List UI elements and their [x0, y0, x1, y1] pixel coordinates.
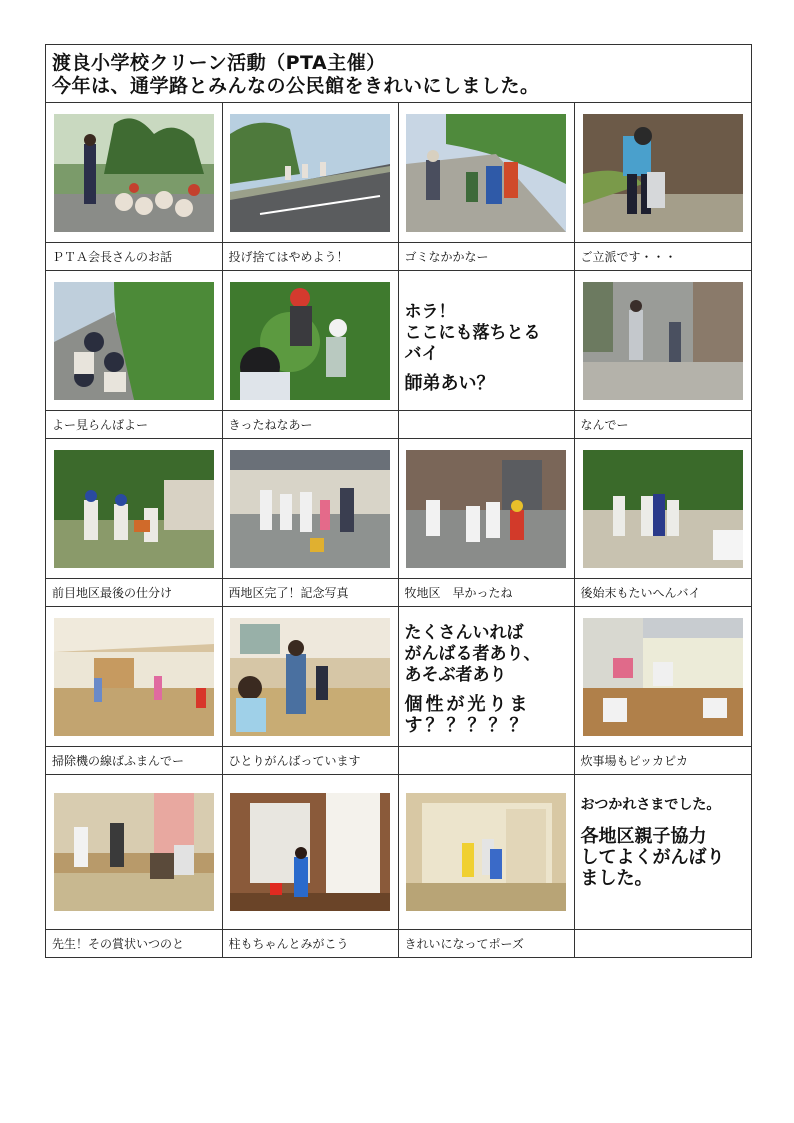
photo-cell	[222, 775, 398, 930]
photo-caption: ご立派です・・・	[574, 243, 751, 271]
photo-roadside-search	[406, 114, 566, 232]
photo-cell	[222, 103, 398, 243]
photo-cell	[574, 607, 751, 747]
photo-caption: よー見らんばよー	[46, 411, 222, 439]
photo-pta-speech	[54, 114, 214, 232]
message-text: がんばる者あり、	[404, 644, 541, 664]
photo-caption: 柱もちゃんとみがこう	[222, 930, 398, 958]
message-text: たくさんいれば	[404, 623, 524, 643]
photo-cell	[574, 271, 751, 411]
photo-cell	[398, 775, 574, 930]
photo-cell	[222, 271, 398, 411]
photo-row	[46, 439, 751, 579]
page-subtitle: 今年は、通学路とみんなの公民館をきれいにしました。	[52, 75, 540, 97]
photo-cell	[398, 103, 574, 243]
photo-kids-roadside	[54, 282, 214, 400]
photo-caption: 投げ捨てはやめよう！	[222, 243, 398, 271]
message-text: す？？？？？	[404, 715, 531, 736]
message-text: 各地区親子協力	[580, 826, 707, 847]
photo-caption: なんでー	[574, 411, 751, 439]
message-text: 師弟あい？	[404, 372, 495, 394]
photo-cleanup-after	[583, 450, 743, 568]
photo-row	[46, 607, 751, 747]
photo-bush-closeup	[230, 282, 390, 400]
photo-cell	[222, 607, 398, 747]
photo-road-cleanup	[230, 114, 390, 232]
photo-cell	[222, 439, 398, 579]
message-text: 個性が光りま	[404, 694, 531, 715]
photo-row	[46, 271, 751, 411]
photo-caption: 掃除機の線ばふまんでー	[46, 747, 222, 775]
photo-sorting	[54, 450, 214, 568]
message-text: おつかれさまでした。	[580, 797, 721, 813]
flyer-sheet	[45, 44, 752, 958]
photo-west-group	[230, 450, 390, 568]
message-cell	[398, 271, 574, 411]
photo-row	[46, 103, 751, 243]
photo-caption: 後始末もたいへんバイ	[574, 579, 751, 607]
caption-row	[46, 747, 751, 775]
photo-row	[46, 775, 751, 930]
photo-caption: 前目地区最後の仕分け	[46, 579, 222, 607]
photo-caption: 西地区完了！記念写真	[222, 579, 398, 607]
photo-hall-kids	[230, 618, 390, 736]
photo-pose	[406, 793, 566, 911]
message-text: ました。	[580, 868, 653, 889]
message-text: バイ	[404, 343, 439, 364]
message-text: ここにも落ちとる	[404, 322, 541, 343]
photo-cell	[46, 607, 222, 747]
photo-teacher-certificate	[54, 793, 214, 911]
caption-row	[46, 579, 751, 607]
photo-cell	[574, 439, 751, 579]
photo-caption	[398, 747, 574, 775]
header	[46, 45, 751, 103]
message-text: ホラ！	[404, 301, 456, 322]
photo-caption: 先生！その賞状いつのと	[46, 930, 222, 958]
message-text: あそぶ者あり	[404, 665, 507, 685]
message-box-1	[399, 288, 574, 394]
photo-cell	[46, 439, 222, 579]
photo-cell	[46, 775, 222, 930]
photo-caption: 炊事場もピッカピカ	[574, 747, 751, 775]
message-text: してよくがんばり	[580, 847, 725, 868]
photo-caption: ひとりがんばっています	[222, 747, 398, 775]
photo-caption	[574, 930, 751, 958]
photo-hall-vacuum	[54, 618, 214, 736]
photo-cell	[574, 103, 751, 243]
photo-caption: ＰＴＡ会長さんのお話	[46, 243, 222, 271]
photo-caption: 牧地区 早かったね	[398, 579, 574, 607]
caption-row	[46, 243, 751, 271]
photo-grid	[46, 103, 751, 957]
photo-maki-group	[406, 450, 566, 568]
caption-row	[46, 930, 751, 958]
caption-row	[46, 411, 751, 439]
message-cell	[398, 607, 574, 747]
photo-alley	[583, 282, 743, 400]
photo-caption: きったねなあー	[222, 411, 398, 439]
photo-cell	[46, 271, 222, 411]
photo-caption: きれいになってポーズ	[398, 930, 574, 958]
photo-pillar	[230, 793, 390, 911]
photo-cell	[46, 103, 222, 243]
message-box-2	[399, 617, 574, 736]
page-title: 渡良小学校クリーン活動（PTA主催）	[52, 52, 386, 74]
message-cell	[574, 775, 751, 930]
photo-cell	[398, 439, 574, 579]
photo-caption	[398, 411, 574, 439]
photo-caption: ゴミなかかなー	[398, 243, 574, 271]
photo-field-boy	[583, 114, 743, 232]
photo-kitchen	[583, 618, 743, 736]
message-box-3	[575, 775, 752, 889]
